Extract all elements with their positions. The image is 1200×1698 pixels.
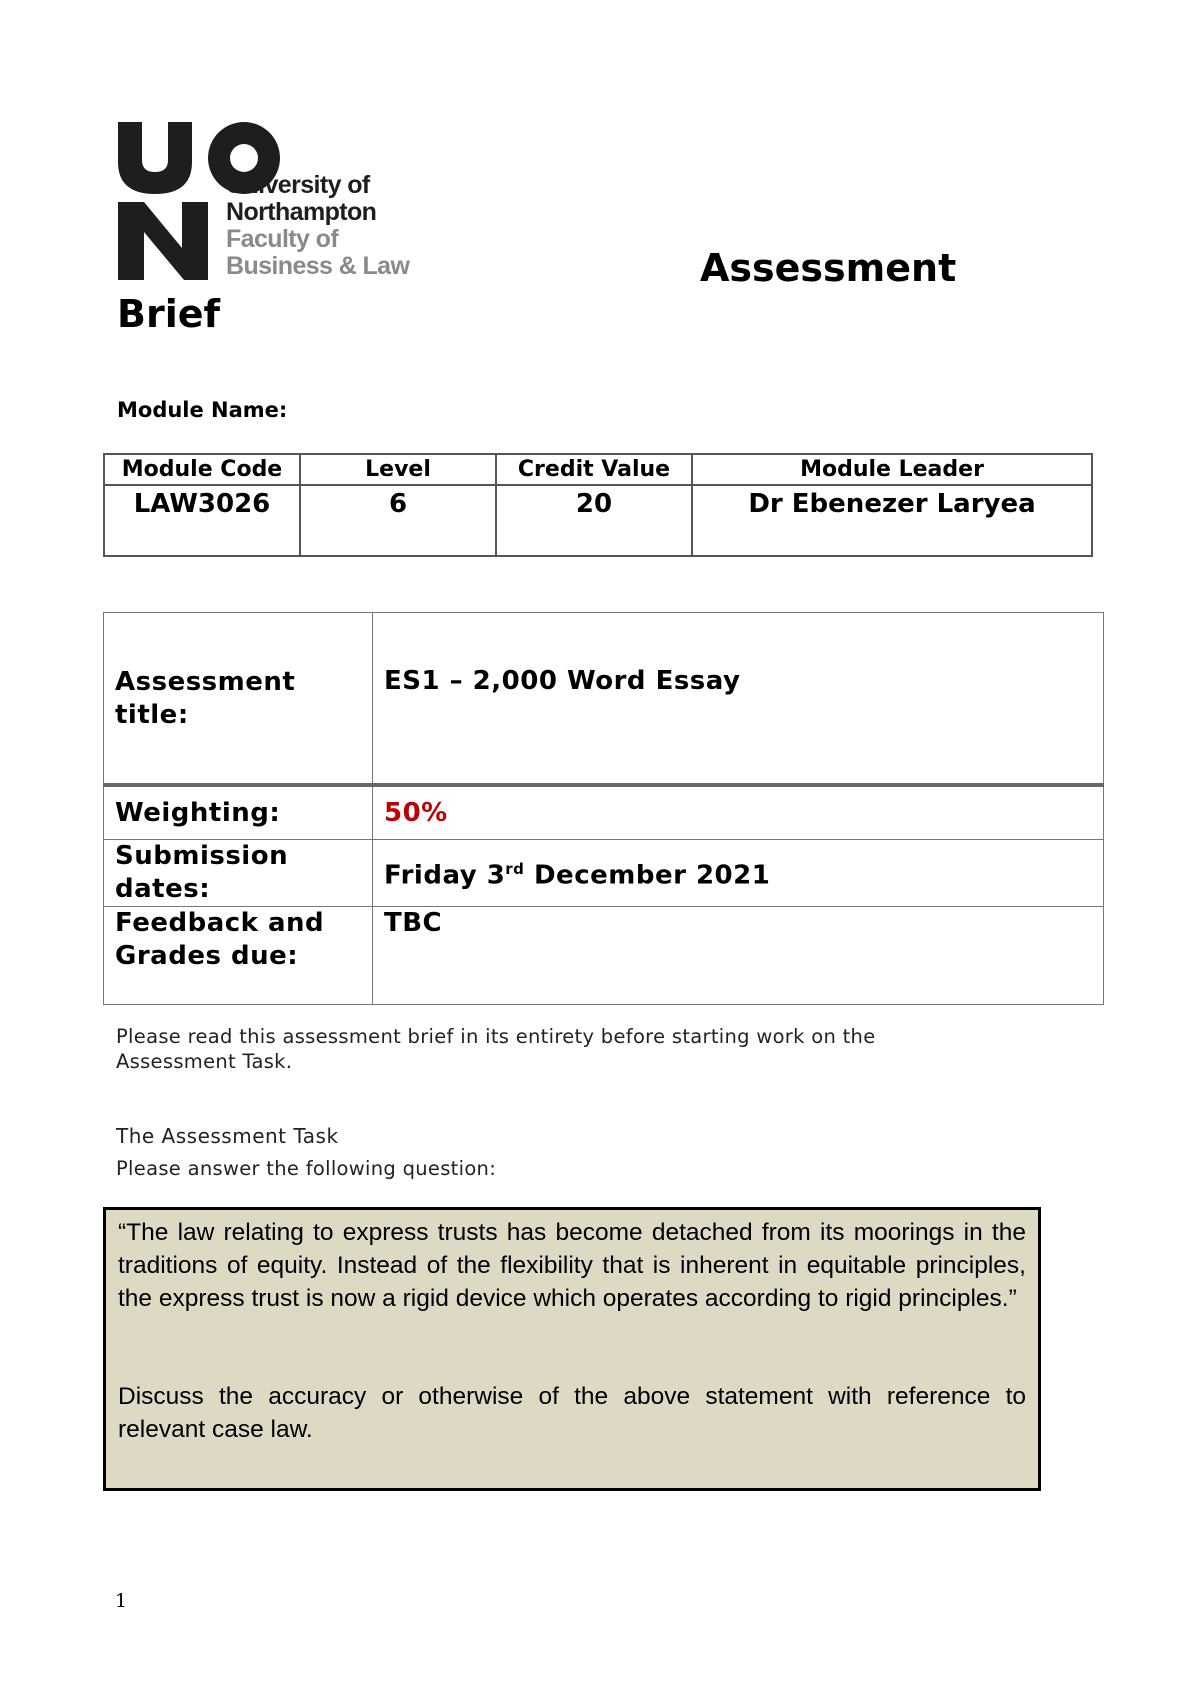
submission-dates-value bbox=[373, 840, 1104, 907]
question-box bbox=[103, 1207, 1041, 1491]
submission-ordinal: rd bbox=[505, 860, 525, 879]
feedback-grades-label: Feedback and Grades due: bbox=[104, 907, 373, 1005]
logo-line-business-law: Business & Law bbox=[226, 252, 410, 280]
submission-dates-label: Submission dates: bbox=[104, 840, 373, 907]
row-assessment-title bbox=[104, 613, 1104, 786]
value-credit-value: 20 bbox=[496, 485, 692, 556]
page-title-brief: Brief bbox=[117, 292, 221, 336]
row-weighting bbox=[104, 785, 1104, 840]
task-heading: The Assessment Task bbox=[116, 1124, 339, 1148]
header-module-code: Module Code bbox=[104, 454, 300, 485]
weighting-value: 50% bbox=[373, 785, 1104, 840]
task-instruction: Please answer the following question: bbox=[116, 1157, 497, 1180]
submission-month-year: December 2021 bbox=[524, 860, 771, 891]
row-feedback-grades bbox=[104, 907, 1104, 1005]
header-credit-value: Credit Value bbox=[496, 454, 692, 485]
assessment-title-label: Assessment title: bbox=[104, 613, 373, 786]
logo-wordmark bbox=[226, 172, 409, 280]
question-quote: “The law relating to express trusts has become detached from its moorings in the traditions of equity. Instead of the flexibility that is inherent in equitable principles, the express trust is now a rigid device which operates according to rigid principles.” bbox=[118, 1219, 1026, 1312]
weighting-label: Weighting: bbox=[104, 785, 373, 840]
value-module-leader: Dr Ebenezer Laryea bbox=[692, 485, 1092, 556]
intro-paragraph: Please read this assessment brief in its entirety before starting work on the Assessment Task. bbox=[116, 1025, 876, 1073]
logo-line-faculty: Faculty of bbox=[226, 225, 339, 253]
feedback-grades-value: TBC bbox=[373, 907, 1104, 1005]
header-level: Level bbox=[300, 454, 496, 485]
row-submission-dates bbox=[104, 840, 1104, 907]
logo-line-northampton: Northampton bbox=[226, 198, 377, 226]
value-level: 6 bbox=[300, 485, 496, 556]
module-table-header-row bbox=[104, 454, 1092, 485]
page-number: 1 bbox=[115, 1590, 128, 1612]
module-name-label: Module Name: bbox=[117, 398, 288, 422]
page-title-assessment: Assessment bbox=[700, 246, 957, 290]
submission-day: Friday 3 bbox=[384, 860, 506, 891]
header-module-leader: Module Leader bbox=[692, 454, 1092, 485]
module-table-value-row bbox=[104, 485, 1092, 556]
question-instruction: Discuss the accuracy or otherwise of the above statement with reference to relevant case law. bbox=[118, 1383, 1026, 1443]
assessment-details-table bbox=[103, 612, 1104, 1005]
module-info-table bbox=[103, 453, 1093, 557]
question-spacer bbox=[118, 1315, 1026, 1380]
assessment-title-value: ES1 – 2,000 Word Essay bbox=[373, 613, 1104, 786]
value-module-code: LAW3026 bbox=[104, 485, 300, 556]
logo-line-university: University of bbox=[226, 171, 370, 199]
